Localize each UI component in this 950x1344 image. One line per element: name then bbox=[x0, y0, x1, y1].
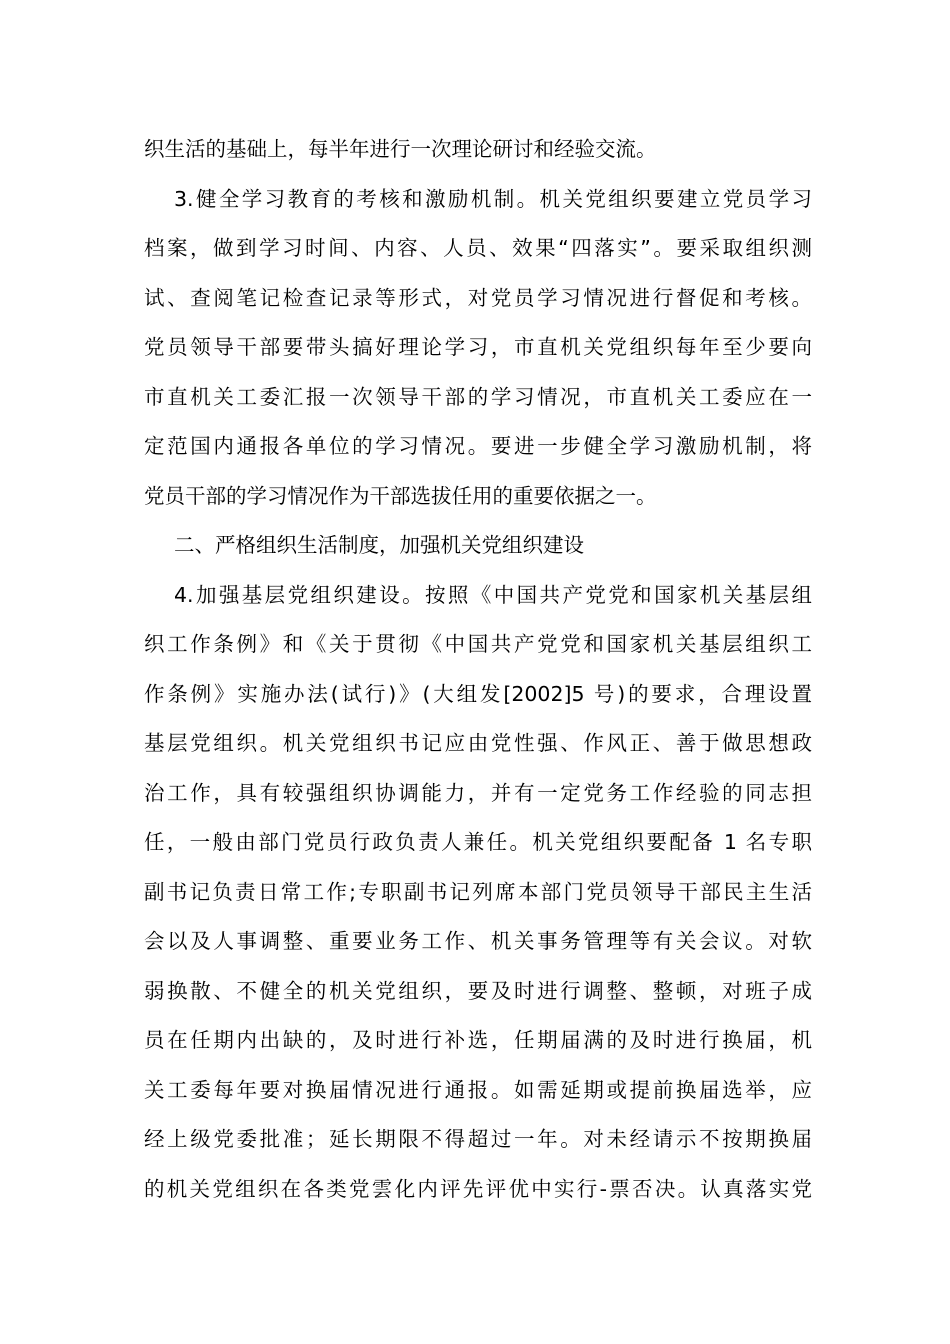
text-line: 作条例》实施办法(试行)》(大组发[2002]5 号)的要求，合理设置 bbox=[144, 681, 812, 706]
text-line: 副书记负责日常工作;专职副书记列席本部门党员领导干部民主生活 bbox=[144, 879, 812, 904]
text-line: 3.健全学习教育的考核和激励机制。机关党组织要建立党员学习 bbox=[174, 186, 812, 211]
text-line: 的机关党组织在各类党雲化内评先评优中实行-票否决。认真落实党 bbox=[144, 1176, 812, 1201]
text-line: 织工作条例》和《关于贯彻《中国共产党党和国家机关基层组织工 bbox=[144, 632, 812, 656]
text-line: 基层党组织。机关党组织书记应由党性强、作风正、善于做思想政 bbox=[144, 731, 812, 755]
text-line: 档案，做到学习时间、内容、人员、效果“四落实”。要采取组织测 bbox=[144, 236, 812, 260]
section-heading: 二、严格组织生活制度，加强机关党组织建设 bbox=[174, 533, 584, 557]
text-line: 试、查阅笔记检查记录等形式，对党员学习情况进行督促和考核。 bbox=[144, 285, 812, 310]
document-body bbox=[144, 125, 812, 1214]
text-line: 弱换散、不健全的机关党组织，要及时进行调整、整顿，对班子成 bbox=[144, 978, 812, 1003]
text-line: 4.加强基层党组织建设。按照《中国共产党党和国家机关基层组 bbox=[174, 582, 812, 607]
text-line: 员在任期内出缺的，及时进行补选，任期届满的及时进行换届，机 bbox=[144, 1028, 812, 1052]
text-line: 会以及人事调整、重要业务工作、机关事务管理等有关会议。对软 bbox=[144, 929, 812, 953]
text-line: 党员干部的学习情况作为干部选拔任用的重要依据之一。 bbox=[144, 483, 657, 508]
text-line: 任，一般由部门党员行政负责人兼任。机关党组织要配备 1 名专职 bbox=[144, 830, 812, 854]
text-line: 党员领导干部要带头搞好理论学习，市直机关党组织每年至少要向 bbox=[144, 335, 812, 359]
text-line: 织生活的基础上，每半年进行一次理论研讨和经验交流。 bbox=[144, 137, 657, 161]
text-line: 市直机关工委汇报一次领导干部的学习情况，市直机关工委应在一 bbox=[144, 384, 812, 409]
text-line: 定范国内通报各单位的学习情况。要进一步健全学习激励机制，将 bbox=[144, 434, 812, 458]
text-line: 治工作，具有较强组织协调能力，并有一定党务工作经验的同志担 bbox=[144, 780, 812, 805]
text-line: 经上级党委批准；延长期限不得超过一年。对未经请示不按期换届 bbox=[144, 1127, 812, 1151]
text-line: 关工委每年要对换届情况进行通报。如需延期或提前换届选举，应 bbox=[144, 1077, 812, 1102]
